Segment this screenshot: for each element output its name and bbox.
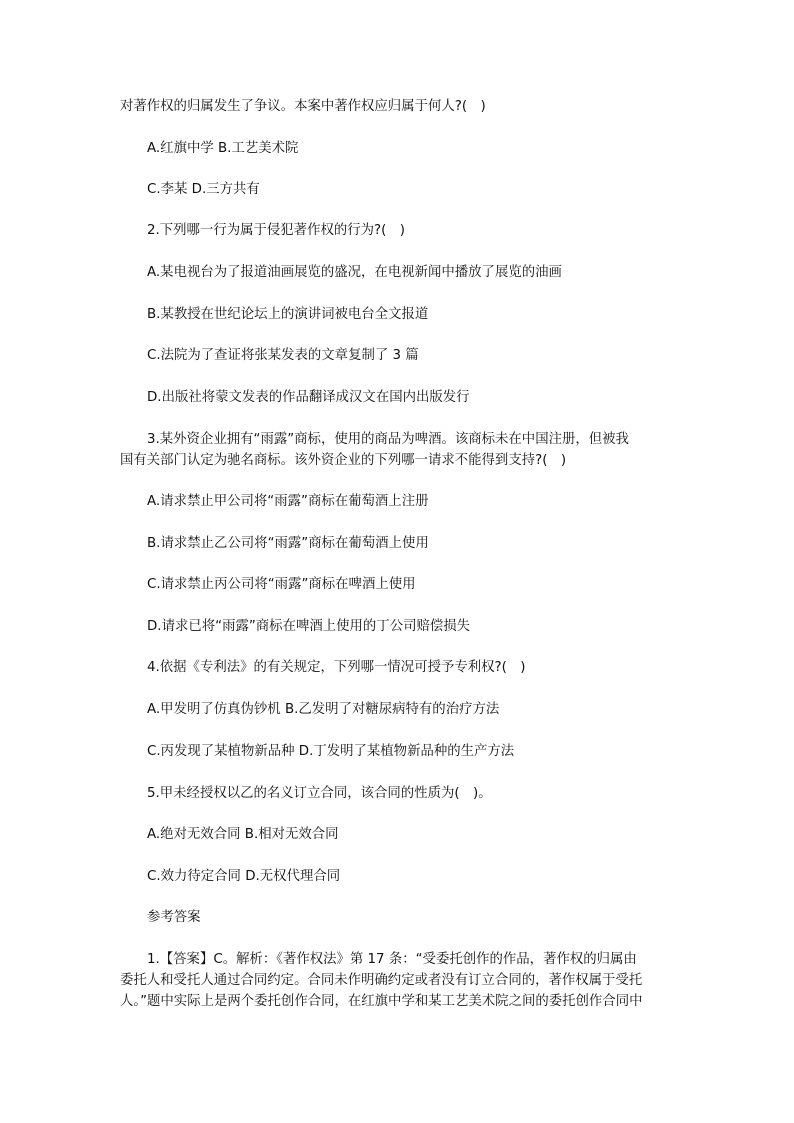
q1-options-ab: A.红旗中学 B.工艺美术院	[147, 141, 299, 156]
answers-heading: 参考答案	[147, 910, 201, 925]
q2-option-d: D.出版社将蒙文发表的作品翻译成汉文在国内出版发行	[147, 390, 470, 405]
q5-options-cd: C.效力待定合同 D.无权代理合同	[147, 869, 341, 884]
q2-option-a: A.某电视台为了报道油画展览的盛况，在电视新闻中播放了展览的油画	[147, 265, 562, 280]
q2-option-b: B.某教授在世纪论坛上的演讲词被电台全文报道	[147, 307, 429, 322]
answer-1-line-1: 1.【答案】C。解析：《著作权法》第 17 条：“受委托创作的作品，著作权的归属由	[147, 952, 637, 967]
q3-option-c: C.请求禁止丙公司将“雨露”商标在啤酒上使用	[147, 577, 416, 592]
q4-stem: 4.依据《专利法》的有关规定，下列哪一情况可授予专利权?( )	[147, 660, 526, 675]
q3-stem-line-1: 3.某外资企业拥有“雨露”商标，使用的商品为啤酒。该商标未在中国注册，但被我	[147, 432, 629, 447]
q3-option-b: B.请求禁止乙公司将“雨露”商标在葡萄酒上使用	[147, 536, 429, 551]
q1-options-cd: C.李某 D.三方共有	[147, 182, 260, 197]
q1-stem-continuation: 对著作权的归属发生了争议。本案中著作权应归属于何人?( )	[120, 99, 486, 114]
q4-options-ab: A.甲发明了仿真伪钞机 B.乙发明了对糖尿病特有的治疗方法	[147, 702, 500, 717]
q2-option-c: C.法院为了查证将张某发表的文章复制了 3 篇	[147, 348, 419, 363]
q5-options-ab: A.绝对无效合同 B.相对无效合同	[147, 827, 339, 842]
q2-stem: 2.下列哪一行为属于侵犯著作权的行为?( )	[147, 223, 405, 238]
q4-options-cd: C.丙发现了某植物新品种 D.丁发明了某植物新品种的生产方法	[147, 744, 515, 759]
q3-option-d: D.请求已将“雨露”商标在啤酒上使用的丁公司赔偿损失	[147, 619, 471, 634]
answer-1-line-2: 委托人和受托人通过合同约定。合同未作明确约定或者没有订立合同的，著作权属于受托	[120, 973, 643, 988]
q5-stem: 5.甲未经授权以乙的名义订立合同，该合同的性质为( )。	[147, 786, 492, 801]
q3-option-a: A.请求禁止甲公司将“雨露”商标在葡萄酒上注册	[147, 494, 429, 509]
q3-stem-line-2: 国有关部门认定为驰名商标。该外资企业的下列哪一请求不能得到支持?( )	[120, 453, 567, 468]
answer-1-line-3: 人。”题中实际上是两个委托创作合同，在红旗中学和某工艺美术院之间的委托创作合同中	[120, 994, 643, 1009]
